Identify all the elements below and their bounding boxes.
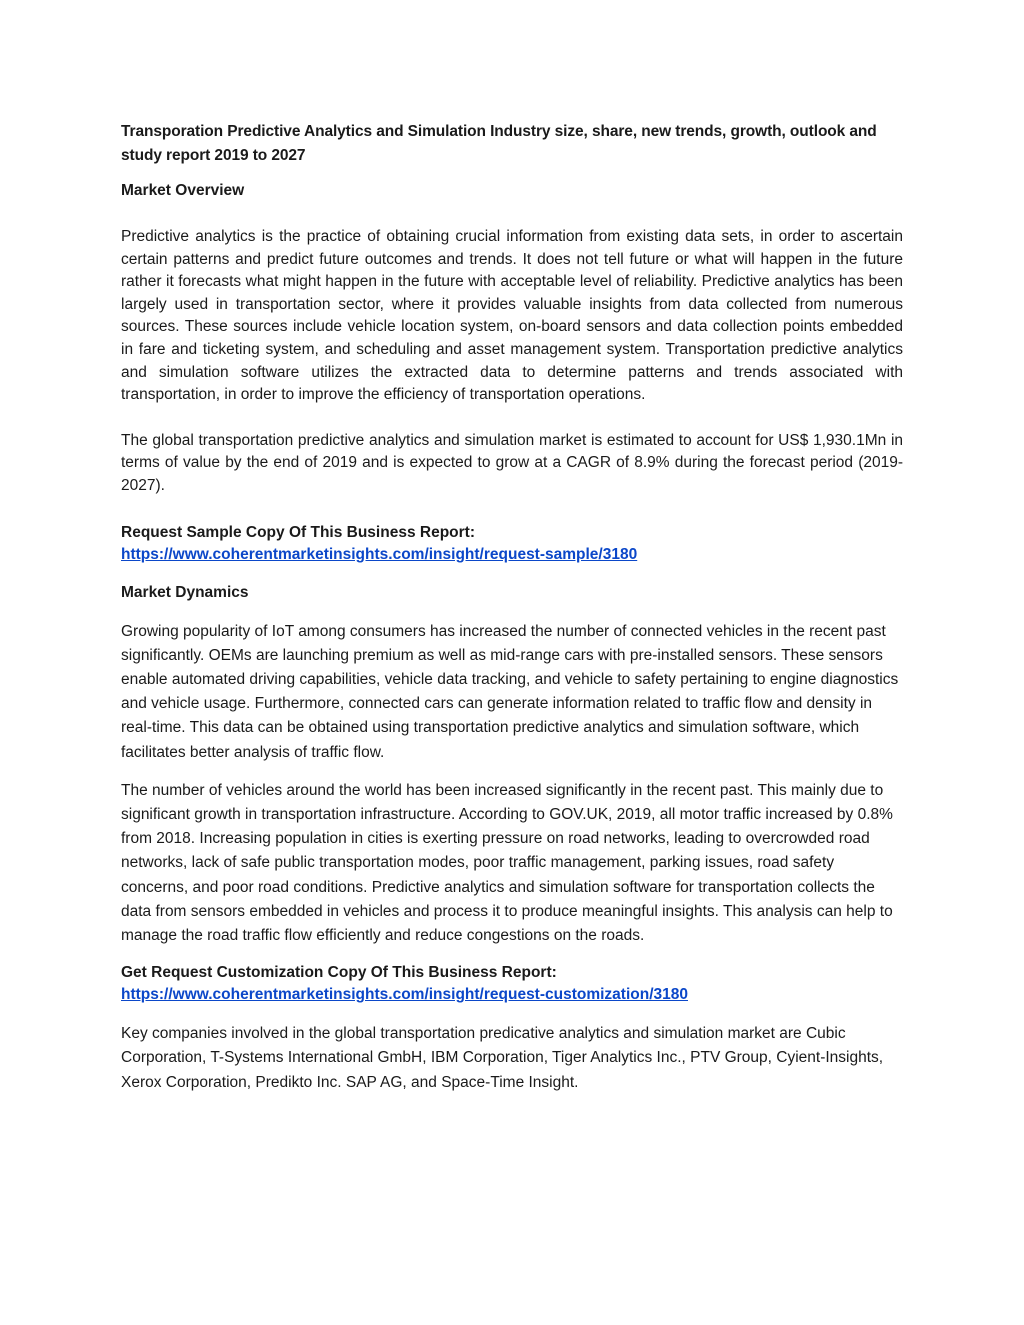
- market-estimate-prefix: The: [121, 431, 153, 449]
- market-estimate-paragraph: [121, 430, 903, 498]
- customization-link[interactable]: https://www.coherentmarketinsights.com/insight/request-customization/3180: [121, 986, 688, 1004]
- market-overview-heading: Market Overview: [121, 182, 245, 199]
- market-dynamics-heading: Market Dynamics: [121, 583, 249, 601]
- dynamics-paragraph-1: Growing popularity of IoT among consumers has increased the number of connected vehicles in the recent past significantly. OEMs are launching premium as well as mid-range cars with pre-installed sensors. These sensors enable automated driving capabilities, vehicle data tracking, and vehicle to safety pertaining to engine diagnostics and vehicle usage. Furthermore, connected cars can generate information related to traffic flow and density in real-time. This data can be obtained using transportation predictive analytics and simulation software, which facilitates better analysis of traffic flow.: [121, 622, 899, 761]
- document-title: Transporation Predictive Analytics and Simulation Industry size, share, new trends, growth, outlook and study report 2019 to 2027: [121, 123, 877, 164]
- document-page: [121, 120, 903, 1095]
- overview-paragraph: Predictive analytics is the practice of obtaining crucial information from existing data sets, in order to ascertain certain patterns and predict future outcomes and trends. It does not tell future or what will happen in the future rather it forecasts what might happen in the future with acceptable level of reliability. Predictive analytics has been largely used in transportation sector, where it provides valuable insights from data collected from numerous sources. These sources include vehicle location system, on-board sensors and data collection points embedded in fare and ticketing system, and scheduling and asset management system. Transportation predictive analytics and simulation software utilizes the extracted data to determine patterns and trends associated with transportation, in order to improve the efficiency of transportation operations.: [121, 228, 903, 404]
- market-estimate-suffix: is estimated to account for US$ 1,930.1Mn in terms of value by the end of 2019 and is expected to grow at a CAGR of 8.9% during the forecast period (2019-2027).: [121, 431, 904, 494]
- dynamics-paragraph-2: The number of vehicles around the world has been increased significantly in the recent past. This mainly due to significant growth in transportation infrastructure. According to GOV.UK, 2019, all motor traffic increased by 0.8% from 2018. Increasing population in cities is exerting pressure on road networks, leading to overcrowded road networks, lack of safe public transportation modes, poor traffic management, parking issues, road safety concerns, and poor road conditions. Predictive analytics and simulation software for transportation collects the data from sensors embedded in vehicles and process it to produce meaningful insights. This analysis can help to manage the road traffic flow efficiently and reduce congestions on the roads.: [121, 781, 893, 944]
- sample-request-link[interactable]: https://www.coherentmarketinsights.com/insight/request-sample/3180: [121, 545, 638, 563]
- market-report-link[interactable]: global transportation predictive analytics and simulation market: [152, 431, 587, 449]
- companies-paragraph: Key companies involved in the global transportation predicative analytics and simulation market are Cubic Corporation, T-Systems International GmbH, IBM Corporation, Tiger Analytics Inc., PTV Group, Cyient-Insights, Xerox Corporation, Predikto Inc. SAP AG, and Space-Time Insight.: [121, 1025, 884, 1091]
- sample-request-heading: Request Sample Copy Of This Business Report:: [121, 523, 475, 541]
- customization-heading: Get Request Customization Copy Of This Business Report:: [121, 964, 557, 982]
